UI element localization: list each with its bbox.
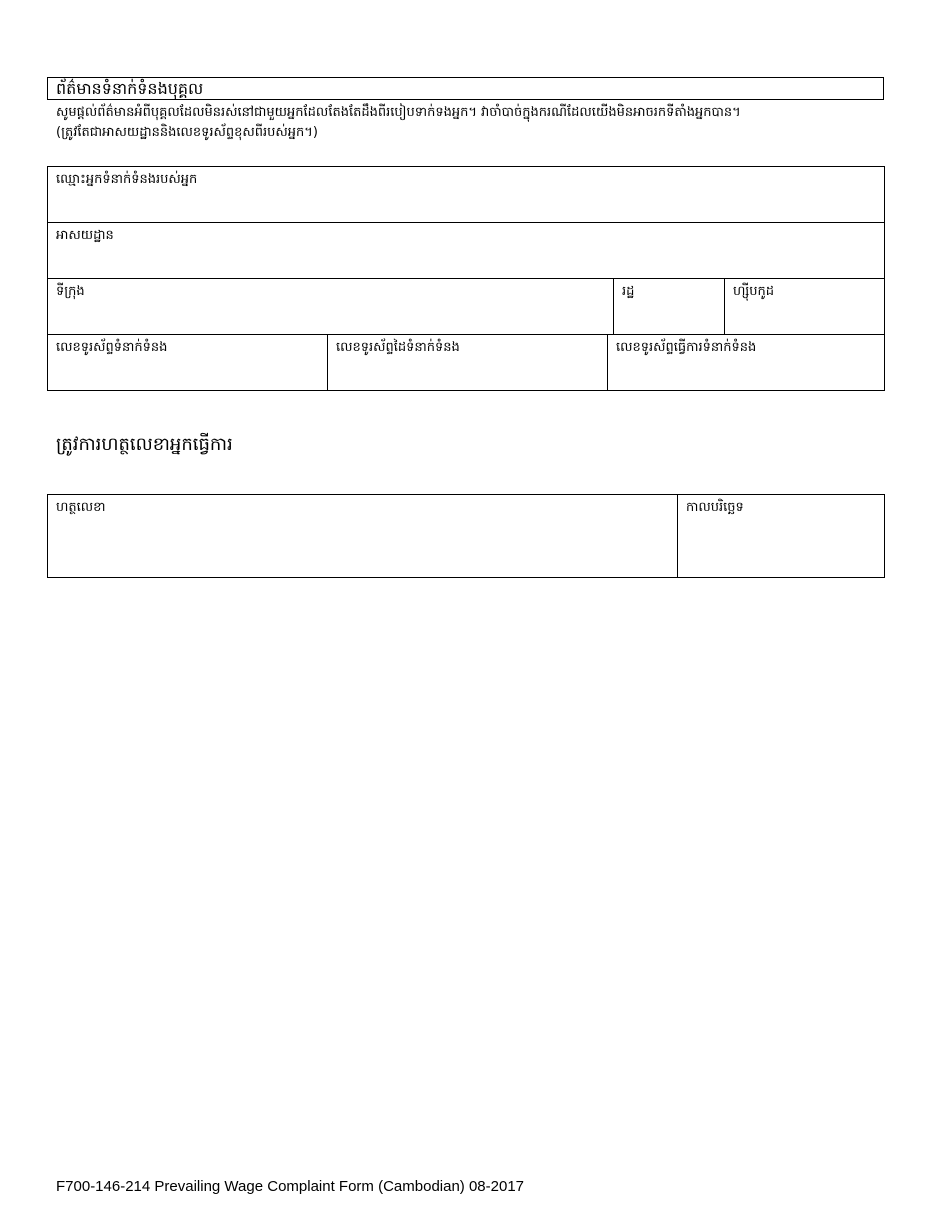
state-field[interactable] xyxy=(614,279,724,335)
cell-phone-label: លេខទូរស័ព្ទដៃទំនាក់ទំនង xyxy=(336,340,460,355)
signature-field[interactable] xyxy=(48,495,677,577)
home-phone-field[interactable] xyxy=(48,335,327,391)
work-phone-label: លេខទូរស័ព្ទធ្វើការទំនាក់ទំនង xyxy=(616,340,757,355)
address-label: អាសយដ្ឋាន xyxy=(56,228,114,243)
signature-label: ហត្ថលេខា xyxy=(56,500,106,515)
contact-instructions xyxy=(56,103,886,143)
contact-form-grid xyxy=(47,166,885,391)
zip-label: ហ្ស៊ីបកូដ xyxy=(733,284,775,299)
form-footer: F700-146-214 Prevailing Wage Complaint Form (Cambodian) 08-2017 xyxy=(56,1178,525,1195)
date-label: កាលបរិច្ឆេទ xyxy=(686,500,744,515)
instruction-line-2: (ត្រូវតែជាអាសយដ្ឋាននិងលេខទូរស័ព្ទខុសពីរបស់អ្នក។) xyxy=(56,125,318,140)
home-phone-label: លេខទូរស័ព្ទទំនាក់ទំនង xyxy=(56,340,168,355)
city-label: ទីក្រុង xyxy=(56,284,85,299)
contact-name-label: ឈ្មោះអ្នកទំនាក់ទំនងរបស់អ្នក xyxy=(56,172,198,187)
date-field[interactable] xyxy=(678,495,884,577)
contact-name-field[interactable] xyxy=(48,167,884,223)
zip-field[interactable] xyxy=(725,279,884,335)
state-label: រដ្ឋ xyxy=(622,284,635,299)
contact-section-title: ព័ត៌មានទំនាក់ទំនងបុគ្គល xyxy=(47,77,884,100)
work-phone-field[interactable] xyxy=(608,335,884,391)
city-field[interactable] xyxy=(48,279,613,335)
address-field[interactable] xyxy=(48,223,884,279)
instruction-line-1: សូមផ្តល់ព័ត៌មានអំពីបុគ្គលដែលមិនរស់នៅជាមួយអ្នកដែលតែងតែដឹងពីរបៀបទាក់ទងអ្នក។ វាចាំបាច់ក្នុងករណីដែលយើងមិនអាចរកទីតាំងអ្នកបាន។ xyxy=(56,105,741,120)
cell-phone-field[interactable] xyxy=(328,335,607,391)
signature-heading: ត្រូវការហត្ថលេខាអ្នកធ្វើការ xyxy=(56,434,233,455)
signature-grid xyxy=(47,494,885,578)
